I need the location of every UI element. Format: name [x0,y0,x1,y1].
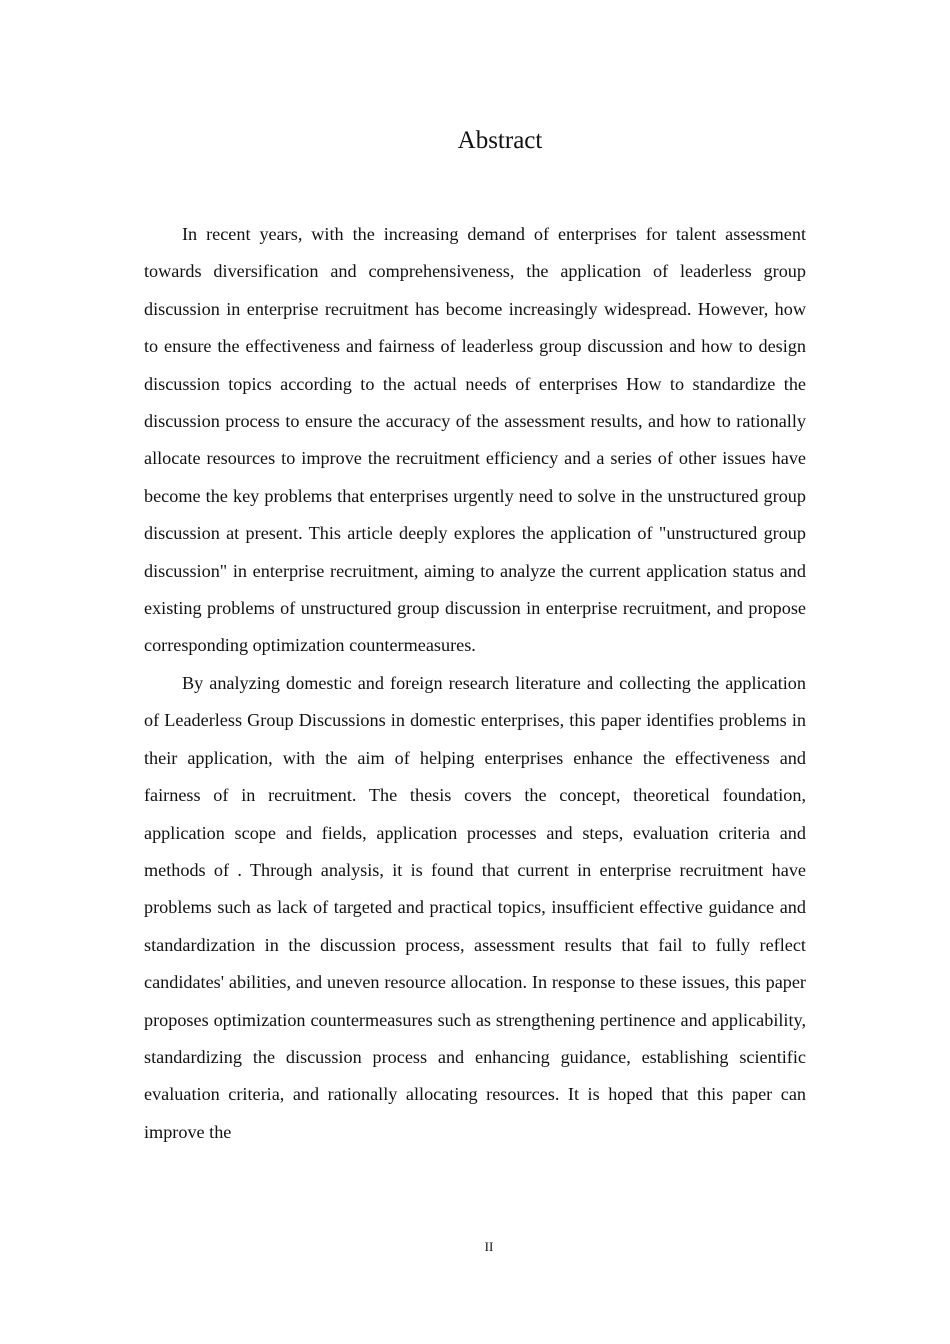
page-title: Abstract [457,127,543,154]
abstract-paragraph-2: By analyzing domestic and foreign research literature and collecting the application of Leaderless Group Discussions in domestic enterprises, this paper identifies problems in their application, with the aim of helping enterprises enhance the effectiveness and fairness of in recruitment. The thesis covers the concept, theoretical foundation, application scope and fields, application processes and steps, evaluation criteria and methods of . Through analysis, it is found that current in enterprise recruitment have problems such as lack of targeted and practical topics, insufficient effective guidance and standardization in the discussion process, assessment results that fail to fully reflect candidates' abilities, and uneven resource allocation. In response to these issues, this paper proposes optimization countermeasures such as strengthening pertinence and applicability, standardizing the discussion process and enhancing guidance, establishing scientific evaluation criteria, and rationally allocating resources. It is hoped that this paper can improve the [144,672,806,1142]
abstract-paragraph-1: In recent years, with the increasing demand of enterprises for talent assessment towards diversification and comprehensiveness, the application of leaderless group discussion in enterprise recruitment has become increasingly widespread. However, how to ensure the effectiveness and fairness of leaderless group discussion and how to design discussion topics according to the actual needs of enterprises How to standardize the discussion process to ensure the accuracy of the assessment results, and how to rationally allocate resources to improve the recruitment efficiency and a series of other issues have become the key problems that enterprises urgently need to solve in the unstructured group discussion at present. This article deeply explores the application of "unstructured group discussion" in enterprise recruitment, aiming to analyze the current application status and existing problems of unstructured group discussion in enterprise recruitment, and propose corresponding optimization countermeasures. [144,224,806,656]
abstract-body [144,216,806,1151]
page-number: II [484,1239,494,1254]
